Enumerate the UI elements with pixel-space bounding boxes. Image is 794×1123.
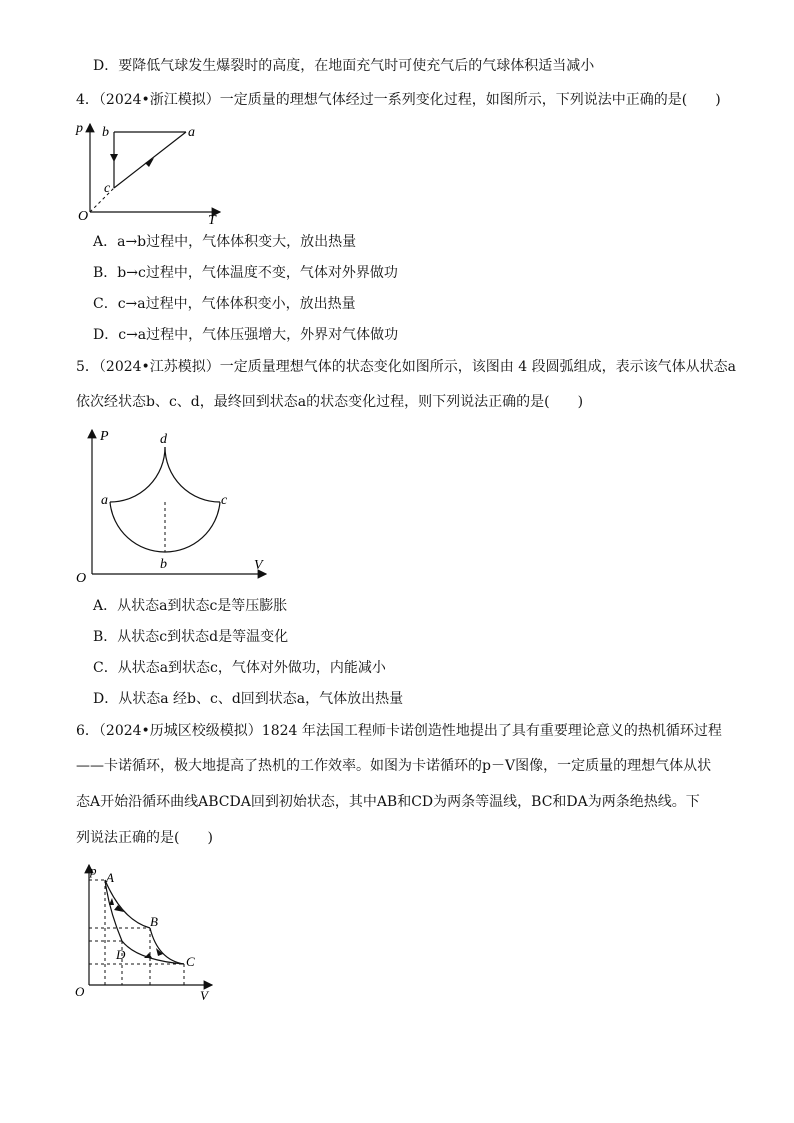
q6-stem-line3: 态A开始沿循环曲线ABCDA回到初始状态，其中AB和CD为两条等温线，BC和DA为两条绝热线。下 xyxy=(76,794,700,810)
q6-axis-p-label: p xyxy=(90,863,97,878)
q6-dashed-guides xyxy=(89,880,184,985)
q3-option-d: D．要降低气球发生爆裂时的高度，在地面充气时可使充气后的气球体积适当减小 xyxy=(93,58,595,74)
q5-point-b: b xyxy=(160,557,167,572)
q4-point-b: b xyxy=(102,125,109,140)
q6-point-d: D xyxy=(116,947,126,962)
q6-stem-line4: 列说法正确的是( ) xyxy=(76,830,213,846)
q5-stem-line1: 5．（2024•江苏模拟）一定质量理想气体的状态变化如图所示，该图由 4 段圆弧组成，表示该气体从状态a xyxy=(76,359,736,375)
q5-option-c: C．从状态a到状态c，气体对外做功，内能减小 xyxy=(93,660,386,676)
q6-origin-label: O xyxy=(75,984,85,999)
q4-origin-label: O xyxy=(78,209,89,224)
q6-curve-cd xyxy=(122,941,184,964)
q6-stem-line2: ——卡诺循环，极大地提高了热机的工作效率。如图为卡诺循环的p－V图像，一定质量的理想气体从状 xyxy=(76,758,712,774)
q5-axis-p-label: P xyxy=(100,429,109,444)
q5-arc-a-to-b xyxy=(110,502,165,552)
q5-option-b: B．从状态c到状态d是等温变化 xyxy=(93,629,289,645)
q4-option-a: A．a→b过程中，气体体积变大，放出热量 xyxy=(93,234,357,250)
q6-axis-v-label: V xyxy=(200,988,208,1003)
q4-figure xyxy=(70,116,230,232)
q4-dashed-extension xyxy=(90,188,114,212)
q4-stem: 4．（2024•浙江模拟）一定质量的理想气体经过一系列变化过程，如图所示，下列说法中正确的是( ) xyxy=(76,92,721,108)
q6-figure xyxy=(72,860,222,1012)
q5-option-d: D．从状态a 经b、c、d回到状态a，气体放出热量 xyxy=(93,691,404,707)
q5-stem-line2: 依次经状态b、c、d，最终回到状态a的状态变化过程，则下列说法正确的是( ) xyxy=(76,394,584,410)
q6-point-b: B xyxy=(150,914,158,929)
q4-axis-t-label: T xyxy=(208,213,216,228)
q6-curve-bc xyxy=(150,928,184,964)
q6-arrow-da xyxy=(109,898,114,905)
q5-option-a: A．从状态a到状态c是等压膨胀 xyxy=(93,598,288,614)
q5-arc-d-to-a xyxy=(110,447,165,502)
q4-option-c: C．c→a过程中，气体体积变小，放出热量 xyxy=(93,296,356,312)
q6-stem-line1: 6．（2024•历城区校级模拟）1824 年法国工程师卡诺创造性地提出了具有重要理论意义的热机循环过程 xyxy=(76,723,722,739)
q4-arrow-bc xyxy=(110,154,118,162)
q4-option-b: B．b→c过程中，气体温度不变，气体对外界做功 xyxy=(93,265,398,281)
q5-point-c: c xyxy=(221,493,228,508)
q4-axis-p-label: p xyxy=(76,121,83,136)
q4-option-d: D．c→a过程中，气体压强增大，外界对气体做功 xyxy=(93,327,399,343)
q6-arrow-cd xyxy=(144,953,152,958)
q4-arrow-ca xyxy=(145,158,154,167)
q4-line-ca xyxy=(114,132,186,188)
q4-point-c: c xyxy=(104,181,111,196)
q4-point-a: a xyxy=(188,125,195,140)
q6-point-a: A xyxy=(106,870,114,885)
q5-origin-label: O xyxy=(76,571,87,584)
q5-figure xyxy=(72,424,272,588)
q5-arc-b-to-c xyxy=(165,502,220,552)
q6-point-c: C xyxy=(186,954,195,969)
q5-point-d: d xyxy=(160,432,167,447)
q5-point-a: a xyxy=(101,493,108,508)
q5-axis-v-label: V xyxy=(254,558,263,573)
q5-arc-c-to-d xyxy=(165,447,220,502)
